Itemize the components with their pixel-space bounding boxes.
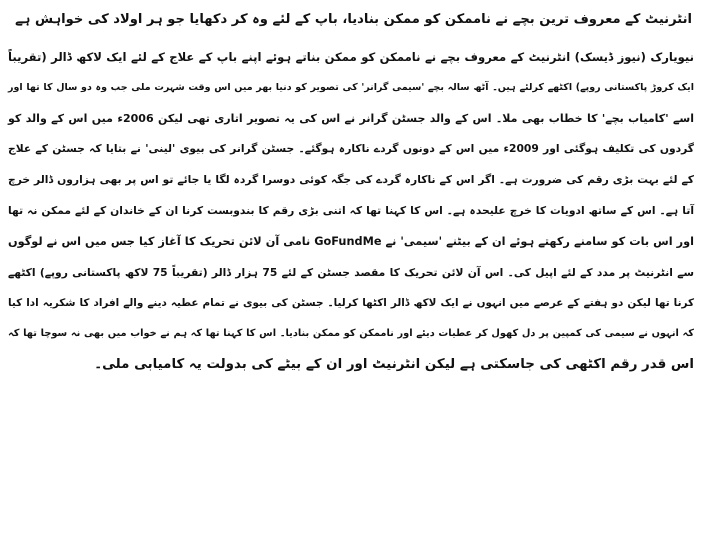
news-article (6, 4, 696, 534)
body-line: کے لئے بہت بڑی رقم کی ضرورت ہے۔ اگر اس کے ناکارہ گردے کی جگہ کوئی دوسرا گردہ لگا یا جائے تو اس پر بھی ہزاروں ڈالر خرچ (8, 173, 694, 187)
body-line: نیویارک (نیوز ڈیسک) انٹرنیٹ کے معروف بچے نے ناممکن کو ممکن بناتے ہوئے اپنے باپ کے علاج کے لئے ایک لاکھ ڈالر (تقریباً (8, 50, 694, 64)
article-body (6, 42, 696, 381)
body-line: کہ انہوں نے سیمی کی کمپین پر دل کھول کر عطیات دیئے اور ناممکن کو ممکن بنادیا۔ اس کا کہنا تھا کہ ہم نے خواب میں بھی نہ سوچا تھا کہ (8, 328, 694, 340)
article-headline: انٹرنیٹ کے معروف ترین بچے نے ناممکن کو ممکن بنادیا، باپ کے لئے وہ کر دکھایا جو ہر اولاد کی خواہش ہے (15, 12, 692, 27)
body-line: آتا ہے۔ اس کے ساتھ ادویات کا خرچ علیحدہ ہے۔ اس کا کہنا تھا کہ اتنی بڑی رقم کا بندوبست کرنا ان کے خاندان کے لئے ممکن نہ تھا (8, 203, 694, 217)
body-line: گردوں کی تکلیف ہوگئی اور 2009ء میں اس کے دونوں گردے ناکارہ ہوگئے۔ جسٹن گرانر کی بیوی 'لینی' نے بتایا کہ جسٹن کے علاج (8, 142, 694, 156)
body-line: سے انٹرنیٹ پر مدد کے لئے اپیل کی۔ اس آن لائن تحریک کا مقصد جسٹن کے لئے 75 ہزار ڈالر (تقریباً 75 لاکھ پاکستانی روپے) اکٹھے (8, 265, 694, 279)
body-line: اور اس بات کو سامنے رکھتے ہوئے ان کے بیٹنے 'سیمی' نے GoFundMe نامی آن لائن تحریک کا آغاز کیا جس میں اس نے لوگوں (8, 234, 694, 248)
body-line: کرنا تھا لیکن دو ہفتے کے عرصے میں انہوں نے ایک لاکھ ڈالر اکٹھا کرلیا۔ جسٹن کی بیوی نے تمام عطیہ دینے والے افراد کا شکریہ ادا کیا (8, 297, 694, 310)
body-line: اسے 'کامیاب بچے' کا خطاب بھی ملا۔ اس کے والد جسٹن گرانر نے اس کی یہ تصویر اتاری تھی لیکن 2006ء میں اس کے والد کو (8, 111, 694, 125)
body-line: اس قدر رقم اکٹھی کی جاسکتی ہے لیکن انٹرنیٹ اور ان کے بیٹے کی بدولت یہ کامیابی ملی۔ (94, 356, 694, 372)
body-line: ایک کروڑ پاکستانی روپے) اکٹھے کرلئے ہیں۔ آٹھ سالہ بچے 'سیمی گرانر' کی تصویر کو دنیا بھر میں اس وقت شہرت ملی جب وہ دو سال کا تھا اور (8, 81, 694, 93)
